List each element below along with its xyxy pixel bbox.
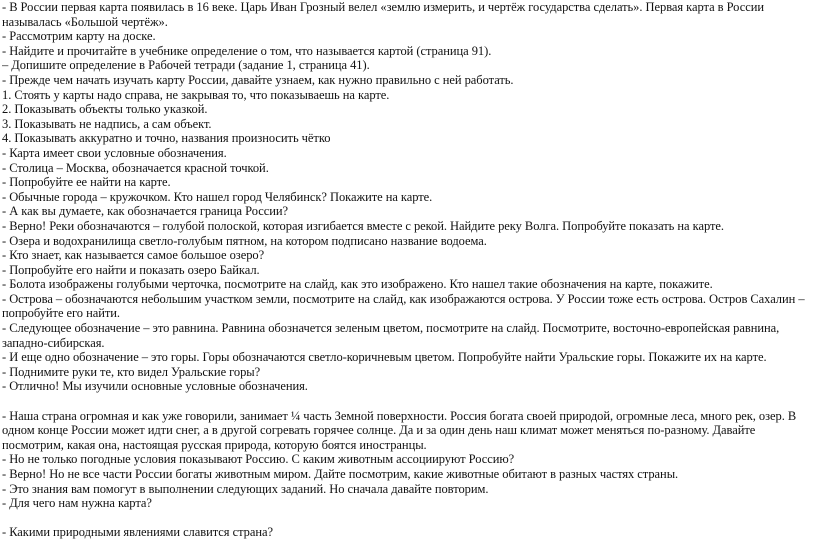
text-line-35: - Для чего нам нужна карта? bbox=[2, 496, 152, 511]
text-line-25: - И еще одно обозначение – это горы. Горы обозначаются светло-коричневым цветом. Попробуйте найти Уральские горы. Покажите их на карте. bbox=[2, 350, 767, 365]
text-line-18: - Кто знает, как называется самое большое озеро? bbox=[2, 248, 265, 263]
text-line-12: - Столица – Москва, обозначается красной точкой. bbox=[2, 160, 269, 175]
text-line-6: - Прежде чем начать изучать карту России, давайте узнаем, как нужно правильно с ней работать. bbox=[2, 72, 514, 87]
text-line-19: - Попробуйте его найти и показать озеро Байкал. bbox=[2, 262, 260, 277]
text-line-4: - Найдите и прочитайте в учебнике определение о том, что называется картой (страница 91). bbox=[2, 43, 492, 58]
text-line-5: – Допишите определение в Рабочей тетради (задание 1, страница 41). bbox=[2, 58, 370, 73]
text-line-29: - Наша страна огромная и как уже говорили, занимает ¼ часть Земной поверхности. Россия богата своей природой, огромные леса, много рек, озер. В bbox=[2, 408, 797, 423]
text-line-14: - Обычные города – кружочком. Кто нашел город Челябинск? Покажите на карте. bbox=[2, 189, 433, 204]
text-line-20: - Болота изображены голубыми черточка, посмотрите на слайд, как это изображено. Кто нашел такие обозначения на карте, покажите. bbox=[2, 277, 713, 292]
blank-line-1 bbox=[2, 394, 816, 409]
text-line-11: - Карта имеет свои условные обозначения. bbox=[2, 145, 227, 160]
text-line-32: - Но не только погодные условия показывают Россию. С каким животным ассоциируют Россию? bbox=[2, 452, 515, 467]
text-line-2: называлась «Большой чертёж». bbox=[2, 14, 168, 29]
text-line-9: 3. Показывать не надпись, а сам объект. bbox=[2, 116, 212, 131]
text-line-17: - Озера и водохранилища светло-голубым пятном, на котором подписано название водоема. bbox=[2, 233, 487, 248]
text-line-15: - А как вы думаете, как обозначается граница России? bbox=[2, 204, 288, 219]
text-line-34: - Это знания вам помогут в выполнении следующих заданий. Но сначала давайте повторим. bbox=[2, 481, 489, 496]
text-line-31: посмотрим, какая она, настоящая русская природа, которую боятся иностранцы. bbox=[2, 437, 427, 452]
text-line-13: - Попробуйте ее найти на карте. bbox=[2, 175, 171, 190]
text-line-21: - Острова – обозначаются небольшим участком земли, посмотрите на слайд, как изображаются острова. У России тоже есть острова. Остров Сахалин – bbox=[2, 291, 805, 306]
text-line-16: - Верно! Реки обозначаются – голубой полоской, которая изгибается вместе с рекой. Найдите реку Волга. Попробуйте показать на карте. bbox=[2, 218, 724, 233]
text-line-33: - Верно! Но не все части России богаты животным миром. Дайте посмотрим, какие животные обитают в разных частях страны. bbox=[2, 467, 679, 481]
text-line-27: - Отлично! Мы изучили основные условные обозначения. bbox=[2, 379, 308, 394]
text-line-23: - Следующее обозначение – это равнина. Равнина обозначется зеленым цветом, посмотрите на слайд. Посмотрите, восточно-европейская равнина, bbox=[2, 321, 780, 336]
text-line-26: - Поднимите руки те, кто видел Уральские горы? bbox=[2, 364, 261, 379]
text-line-22: попробуйте его найти. bbox=[2, 306, 120, 321]
text-line-1: - В России первая карта появилась в 16 веке. Царь Иван Грозный велел «землю измерить, и чертёж государства сделать». Первая карта в России bbox=[2, 0, 764, 14]
text-line-24: западно-сибирская. bbox=[2, 335, 105, 350]
text-line-8: 2. Показывать объекты только указкой. bbox=[2, 102, 208, 117]
text-line-3: - Рассмотрим карту на доске. bbox=[2, 29, 156, 44]
text-line-37: - Какими природными явлениями славится страна? bbox=[2, 525, 273, 540]
text-line-7: 1. Стоять у карты надо справа, не закрывая то, что показываешь на карте. bbox=[2, 87, 390, 102]
text-line-30: одном конце России может идти снег, а в другой согревать горячее солнце. Да и за один день наш климат может меняться по-разному. Давайте bbox=[2, 423, 756, 438]
blank-line-2 bbox=[2, 511, 816, 526]
text-line-10: 4. Показывать аккуратно и точно, названия произносить чётко bbox=[2, 131, 331, 146]
